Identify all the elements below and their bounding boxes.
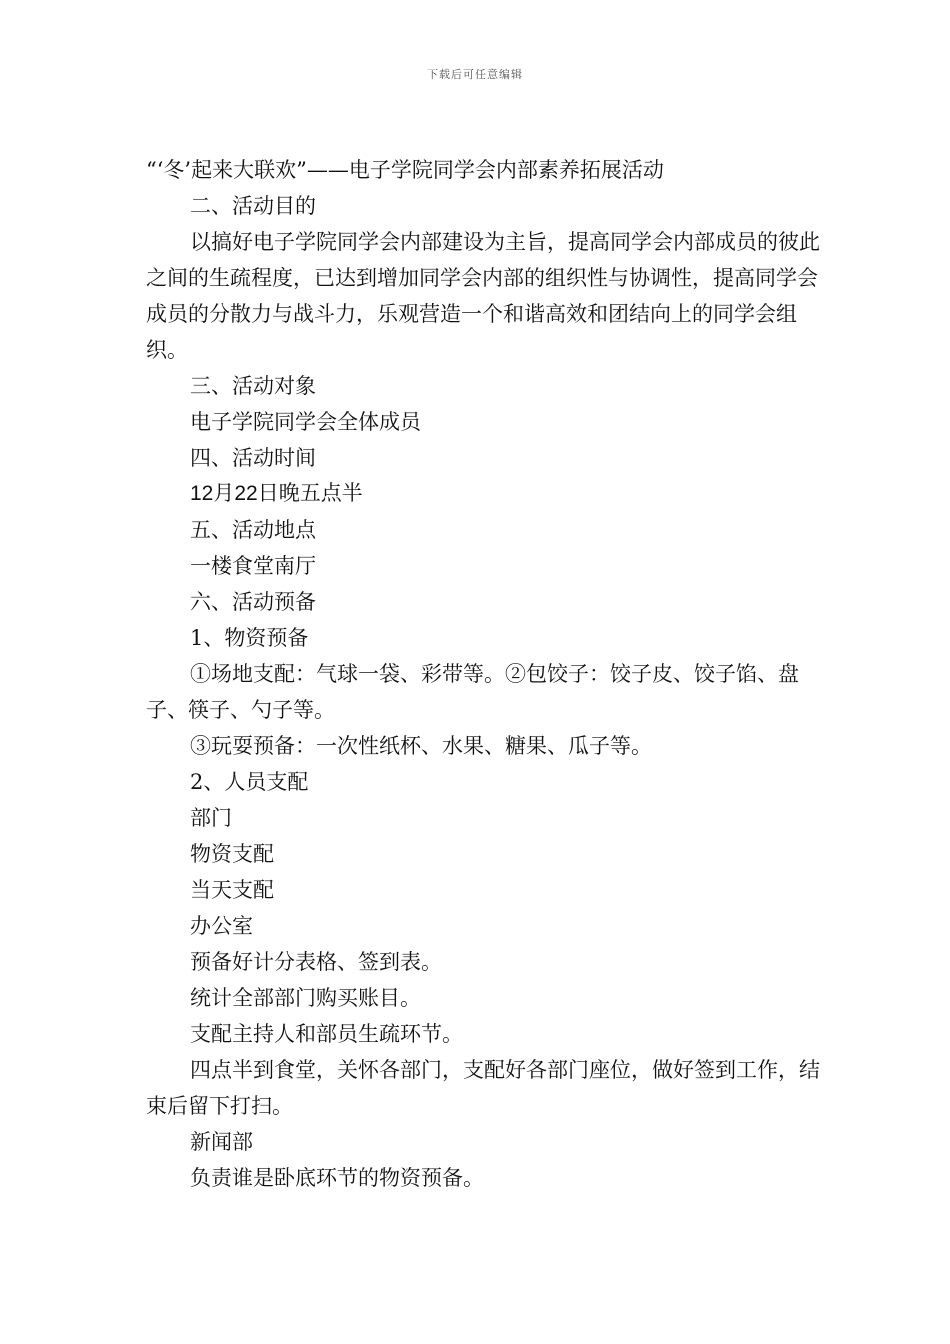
list-item: 当天支配 (190, 878, 274, 902)
paragraph-location: 一楼食堂南厅 (190, 554, 316, 578)
paragraph-audience: 电子学院同学会全体成员 (190, 410, 421, 434)
page-header: 下载后可任意编辑 (427, 68, 523, 81)
section-heading-location: 五、活动地点 (190, 518, 316, 542)
paragraph-materials-2: ③玩耍预备：一次性纸杯、水果、糖果、瓜子等。 (190, 734, 652, 758)
document-title: “‘冬’起来大联欢”——电子学院同学会内部素养拓展活动 (146, 158, 664, 182)
paragraph-office-duty: 四点半到食堂，关怀各部门，支配好各部门座位，做好签到工作，结束后留下打扫。 (146, 1058, 820, 1118)
list-item: 物资支配 (190, 842, 274, 866)
list-item: 部门 (190, 806, 232, 830)
subheading-materials: 1、物资预备 (190, 626, 309, 650)
list-item: 负责谁是卧底环节的物资预备。 (190, 1166, 484, 1190)
section-heading-purpose: 二、活动目的 (190, 194, 316, 218)
list-item: 支配主持人和部员生疏环节。 (190, 1022, 463, 1046)
paragraph-materials-1: ①场地支配：气球一袋、彩带等。②包饺子：饺子皮、饺子馅、盘子、筷子、勺子等。 (146, 662, 799, 722)
document-body (146, 152, 836, 1196)
section-heading-preparation: 六、活动预备 (190, 590, 316, 614)
section-heading-audience: 三、活动对象 (190, 374, 316, 398)
list-item: 新闻部 (190, 1130, 253, 1154)
paragraph-purpose: 以搞好电子学院同学会内部建设为主旨，提高同学会内部成员的彼此之间的生疏程度，已达到增加同学会内部的组织性与协调性，提高同学会成员的分散力与战斗力，乐观营造一个和谐高效和团结向上的同学会组织。 (146, 230, 820, 362)
list-item: 统计全部部门购买账目。 (190, 986, 421, 1010)
subheading-staffing: 2、人员支配 (190, 770, 309, 794)
list-item: 预备好计分表格、签到表。 (190, 950, 442, 974)
list-item: 办公室 (190, 914, 253, 938)
paragraph-time: 12月22日晚五点半 (190, 482, 363, 505)
section-heading-time: 四、活动时间 (190, 446, 316, 470)
